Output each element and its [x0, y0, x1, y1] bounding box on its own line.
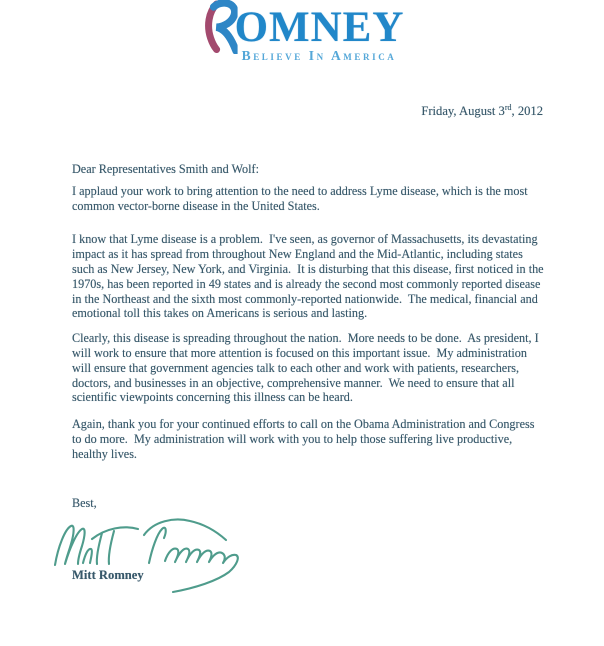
- letter-line: common vector-borne disease in the United States.: [72, 198, 320, 213]
- salutation: Dear Representatives Smith and Wolf:: [72, 162, 259, 176]
- typed-sender-name: Mitt Romney: [72, 568, 144, 582]
- r-logo-red-stroke: [209, 4, 217, 50]
- letter-line: in the Northeast and the sixth most commonly-reported nationwide. The medical, financial and: [72, 291, 538, 306]
- letter-line: 1970s, has been reported in 49 states and is already the second most commonly reported disease: [72, 276, 541, 291]
- closing-valediction: Best,: [72, 496, 97, 510]
- letter-body: [72, 162, 577, 462]
- paragraphs-container: [72, 184, 577, 462]
- romney-wordmark: [200, 0, 405, 49]
- letter-line: will ensure that government agencies talk to each other and work with patients, researchers,: [72, 360, 520, 375]
- letter-line: such as New Jersey, New York, and Virginia. It is disturbing that this disease, first noticed in the: [72, 261, 544, 276]
- date-ordinal-superscript: rd: [504, 103, 512, 112]
- letter-line: will work to ensure that more attention is focused on this important issue. My administration: [72, 345, 527, 360]
- letter-paragraph: [72, 417, 577, 461]
- letter-line: I know that Lyme disease is a problem. I've seen, as governor of Massachusetts, its devastating: [72, 232, 538, 247]
- letter-line: scientific viewpoints concerning this illness can be heard.: [72, 390, 353, 405]
- letter-paragraph: [72, 232, 577, 321]
- campaign-letterhead: [200, 0, 405, 64]
- letter-line: Again, thank you for your continued efforts to call on the Obama Administration and Congress: [72, 417, 535, 432]
- letter-line: to do more. My administration will work with you to help those suffering live productive,: [72, 431, 513, 446]
- romney-r-logo-icon: [200, 0, 238, 54]
- letter-line: impact as it has spread from throughout New England and the Mid-Atlantic, including states: [72, 247, 523, 262]
- letter-line: healthy lives.: [72, 446, 137, 461]
- date-line: [421, 103, 543, 119]
- r-logo-blue-stroke: [214, 3, 237, 51]
- letter-line: doctors, and businesses in an objective, comprehensive manner. We need to ensure that all: [72, 375, 515, 390]
- wordmark-text: OMNEY: [234, 4, 405, 51]
- letter-line: emotional toll this takes on Americans is serious and lasting.: [72, 306, 368, 321]
- letter-paragraph: [72, 331, 577, 405]
- campaign-tagline: Believe In America: [241, 48, 397, 63]
- letter-line: I applaud your work to bring attention to the need to address Lyme disease, which is the most: [72, 183, 528, 198]
- date-year: , 2012: [511, 104, 543, 119]
- letter-line: Clearly, this disease is spreading throughout the nation. More needs to be done. As president, I: [72, 331, 539, 346]
- date-text: Friday, August 3: [421, 104, 505, 119]
- letter-paragraph: [72, 184, 577, 214]
